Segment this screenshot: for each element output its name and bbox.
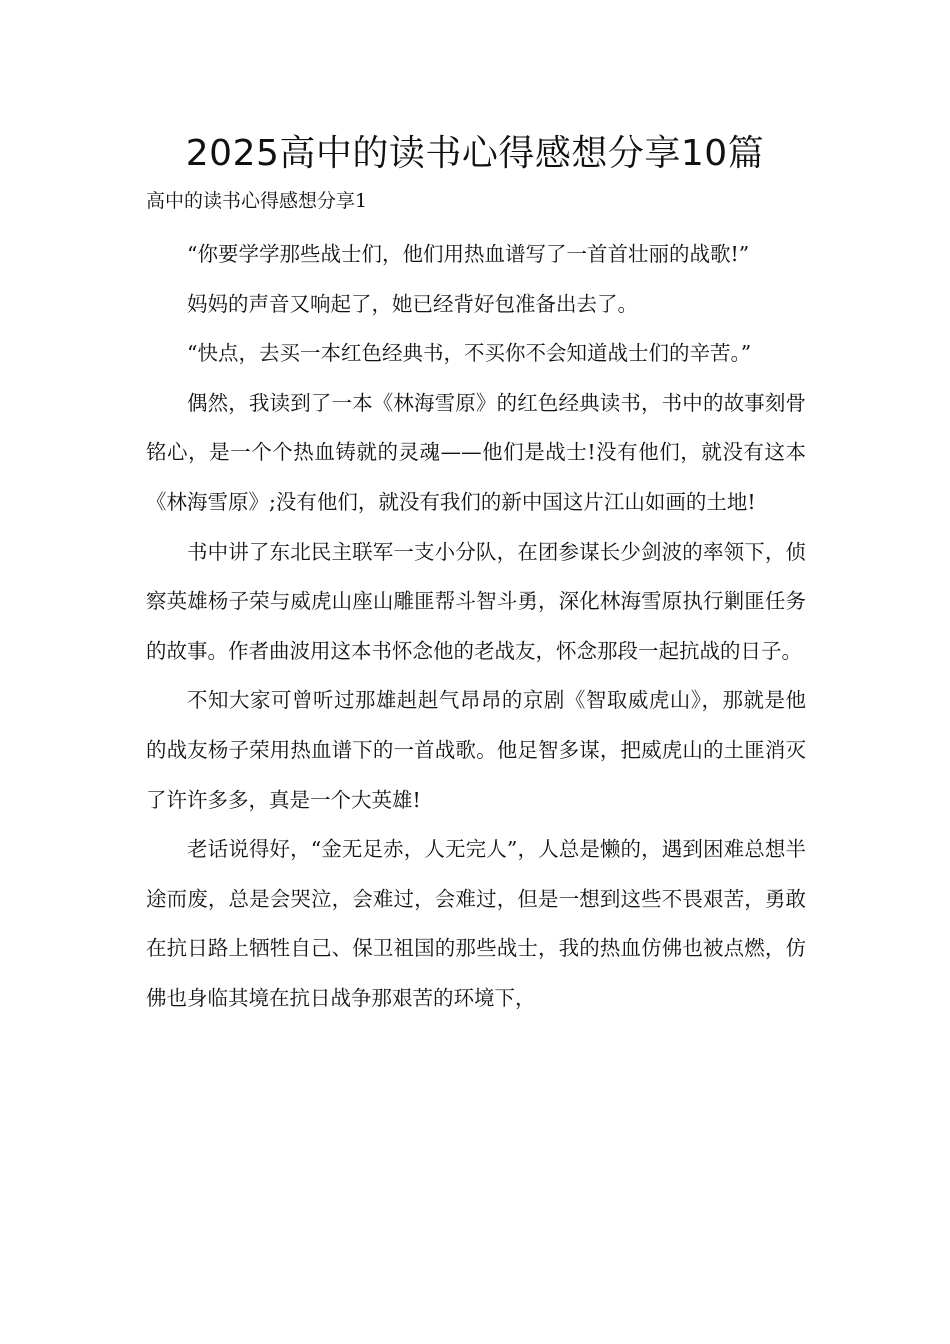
paragraph: 不知大家可曾听过那雄赳赳气昂昂的京剧《智取威虎山》，那就是他的战友杨子荣用热血谱下的一首战歌。他足智多谋，把威虎山的土匪消灭了许许多多，真是一个大英雄! [146,688,806,812]
paragraph: 妈妈的声音又响起了，她已经背好包准备出去了。 [187,291,638,316]
document-title: 2025高中的读书心得感想分享10篇 [185,133,765,174]
paragraph: “你要学学那些战士们，他们用热血谱写了一首首壮丽的战歌!” [187,242,750,266]
paragraph: 偶然，我读到了一本《林海雪原》的红色经典读书，书中的故事刻骨铭心，是一个个热血铸就的灵魂——他们是战士!没有他们，就没有这本《林海雪原》;没有他们，就没有我们的新中国这片江山如画的土地! [146,390,806,514]
paragraph: 书中讲了东北民主联军一支小分队，在团参谋长少剑波的率领下，侦察英雄杨子荣与威虎山座山雕匪帮斗智斗勇，深化林海雪原执行剿匪任务的故事。作者曲波用这本书怀念他的老战友，怀念那段一起抗战的日子。 [146,539,806,663]
section-heading: 高中的读书心得感想分享1 [146,190,368,212]
paragraph: 老话说得好，“金无足赤，人无完人”，人总是懒的，遇到困难总想半途而废，总是会哭泣，会难过，会难过，但是一想到这些不畏艰苦，勇敢在抗日路上牺牲自己、保卫祖国的那些战士，我的热血仿佛也被点燃，仿佛也身临其境在抗日战争那艰苦的环境下， [146,837,806,1010]
document-body [146,230,806,1024]
paragraph: “快点，去买一本红色经典书，不买你不会知道战士们的辛苦。” [187,341,752,366]
